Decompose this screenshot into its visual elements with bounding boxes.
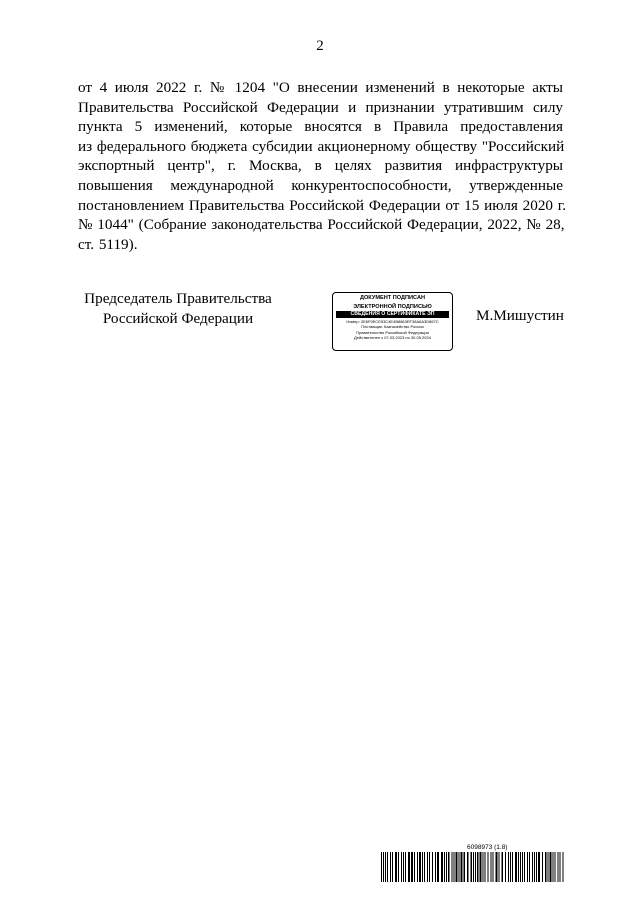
body-line: ст. 5119). (78, 235, 138, 253)
body-line: из федерального бюджета субсидии акционерному обществу "Российский (78, 137, 565, 155)
body-line: постановлением Правительства Российской Федерации от 15 июля 2020 г. (78, 196, 567, 214)
body-line: повышения международной конкурентоспособности, утвержденные (78, 176, 563, 194)
stamp-validity: Действителен с 07.03.2023 по 30.05.2024 (354, 335, 431, 341)
barcode-icon (381, 852, 564, 882)
stamp-number: Номер: 2E6F9ECE53C4E4B8863EF38A6A3D867C (346, 319, 439, 324)
electronic-signature-stamp (332, 292, 453, 351)
signer-title (78, 289, 278, 328)
body-line: Правительства Российской Федерации и признании утратившим силу (78, 98, 563, 116)
body-line: № 1044" (Собрание законодательства Российской Федерации, 2022, № 28, (78, 216, 565, 234)
body-line: от 4 июля 2022 г. № 1204 "О внесении изменений в некоторые акты (78, 79, 563, 96)
signer-title-line: Председатель Правительства (84, 290, 272, 307)
stamp-owner: Правительство Российской Федерации (356, 329, 429, 335)
stamp-line: ЭЛЕКТРОННОЙ ПОДПИСЬЮ (353, 303, 432, 310)
stamp-supplier: Поставщик: Казначейство России (361, 324, 424, 330)
barcode-label: 6098973 (1.8) (467, 844, 508, 851)
signer-title-line: Российской Федерации (102, 309, 254, 327)
page-number: 2 (316, 38, 324, 54)
signer-name: М.Мишустин (476, 307, 564, 324)
body-line: экспортный центр", г. Москва, в целях развития инфраструктуры (78, 157, 563, 175)
decree-body-text (78, 78, 567, 254)
stamp-certificate-bar: СВЕДЕНИЯ О СЕРТИФИКАТЕ ЭП (336, 311, 449, 318)
stamp-line: ДОКУМЕНТ ПОДПИСАН (359, 295, 426, 301)
body-line: пункта 5 изменений, которые вносятся в Правила предоставления (78, 118, 563, 136)
